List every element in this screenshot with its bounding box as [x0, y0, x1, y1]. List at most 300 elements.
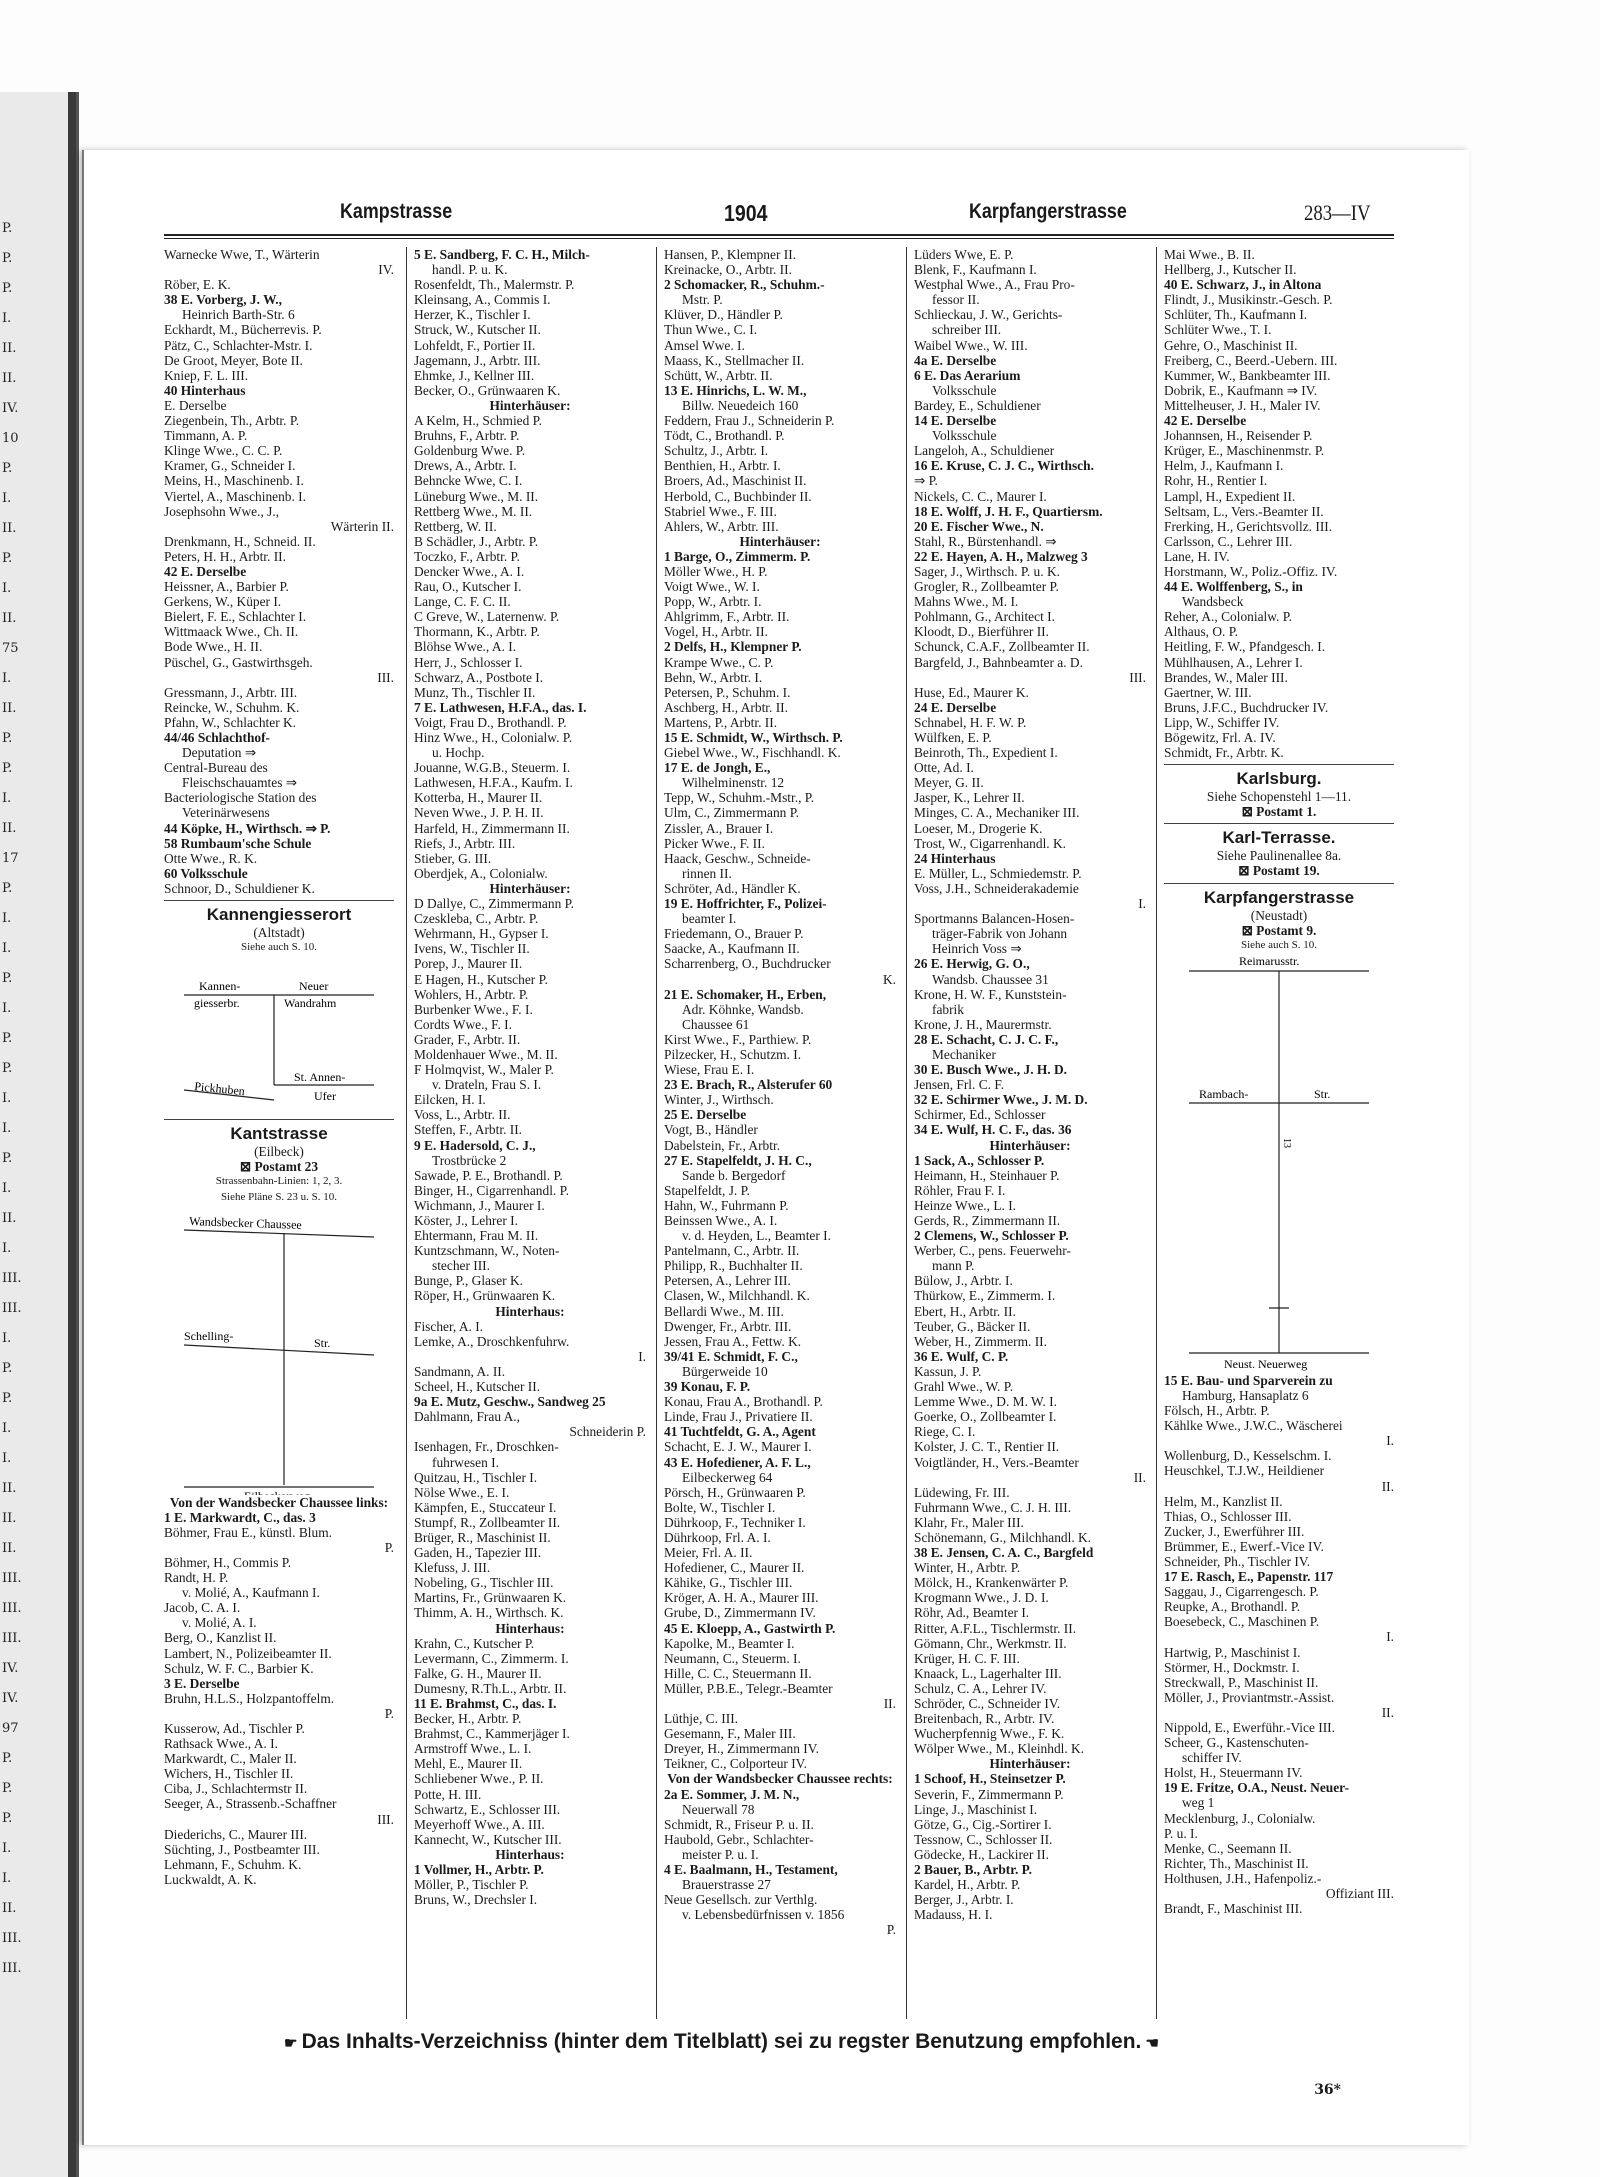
directory-entry: 58 Rumbaum'sche Schule: [164, 835, 312, 851]
directory-entry: B Schädler, J., Arbtr. P.: [414, 533, 539, 549]
directory-entry: Lange, C. F. C. II.: [414, 594, 511, 610]
directory-entry: Röhr, Ad., Beamter I.: [914, 1605, 1030, 1621]
directory-entry: Hinterhäuser:: [739, 533, 821, 549]
directory-entry: Johannsen, H., Reisender P.: [1164, 428, 1313, 444]
directory-entry: beamter I.: [682, 911, 737, 927]
directory-entry: Goldenburg Wwe. P.: [414, 443, 526, 459]
directory-entry: Rosenfeldt, Th., Malermstr. P.: [414, 277, 575, 293]
directory-entry: Eckhardt, M., Bücherrevis. P.: [164, 322, 322, 338]
directory-entry: Möller, J., Proviantmstr.-Assist.: [1164, 1689, 1335, 1705]
directory-entry: Hofediener, C., Maurer II.: [664, 1560, 805, 1576]
previous-page-fragment: P.: [2, 281, 13, 296]
directory-entry: Krüger, E., Maschinenmstr. P.: [1164, 443, 1325, 459]
directory-entry: 2 Clemens, W., Schlosser P.: [914, 1228, 1069, 1244]
directory-entry: Kapolke, M., Beamter I.: [664, 1635, 795, 1651]
directory-entry: Warnecke Wwe, T., Wärterin: [164, 247, 320, 262]
directory-entry: Lehmann, F., Schuhm. K.: [164, 1856, 302, 1872]
section-title-karlsburg: Karlsburg.: [1236, 769, 1322, 789]
directory-entry: v. Lebensbedürfnissen v. 1856: [682, 1907, 845, 1923]
directory-entry: Clasen, W., Milchhandl. K.: [664, 1288, 810, 1304]
map-label: Neuer: [299, 979, 329, 994]
directory-entry: 2a E. Sommer, J. M. N.,: [664, 1786, 800, 1802]
directory-entry: Köster, J., Lehrer I.: [414, 1213, 518, 1228]
directory-entry: Dobrik, E., Kaufmann ⇒ IV.: [1164, 382, 1318, 398]
directory-entry: Maass, K., Stellmacher II.: [664, 352, 805, 368]
directory-entry: Möller, P., Tischler P.: [414, 1877, 529, 1893]
directory-entry: 2 Delfs, H., Klempner P.: [664, 639, 802, 655]
directory-entry: 24 Hinterhaus: [914, 850, 996, 866]
directory-entry: Falke, G. H., Maurer II.: [414, 1665, 542, 1681]
directory-entry: Neumann, C., Steuerm. I.: [664, 1650, 801, 1666]
directory-entry: Möller Wwe., H. P.: [664, 563, 768, 579]
directory-entry: 9 E. Hadersold, C. J.,: [414, 1137, 536, 1153]
previous-page-fragment: III.: [2, 1961, 22, 1976]
directory-entry: Lohfeldt, F., Portier II.: [414, 337, 536, 353]
directory-entry: Bürgerweide 10: [682, 1363, 768, 1379]
directory-entry: Bruhns, F., Arbtr. P.: [414, 428, 520, 444]
map-label: Pickhuben: [193, 1079, 246, 1099]
directory-entry: 17 E. Rasch, E., Papenstr. 117: [1164, 1569, 1334, 1585]
previous-page-fragment: P.: [2, 1811, 13, 1826]
map-label: [244, 1489, 310, 1495]
directory-entry: Freiberg, C., Beerd.-Uebern. III.: [1164, 352, 1338, 368]
directory-entry: Markwardt, C., Maler II.: [164, 1751, 297, 1767]
directory-entry: 38 E. Jensen, C. A. C., Bargfeld: [914, 1545, 1094, 1561]
directory-entry: Hinterhaus:: [495, 1846, 565, 1862]
directory-entry: Volksschule: [932, 428, 997, 444]
directory-entry: Luckwaldt, A. K.: [164, 1871, 257, 1887]
directory-entry: 26 E. Herwig, G. O.,: [914, 956, 1030, 972]
directory-entry: Klüver, D., Händler P.: [664, 307, 783, 323]
directory-entry: 60 Volksschule: [164, 865, 248, 881]
directory-entry: rinnen II.: [682, 865, 732, 881]
directory-entry: 23 E. Brach, R., Alsterufer 60: [664, 1077, 833, 1093]
directory-entry: 20 E. Fischer Wwe., N.: [914, 518, 1044, 534]
previous-page-fragment: P.: [2, 251, 13, 266]
directory-entry: Hamburg, Hansaplatz 6: [1182, 1387, 1309, 1403]
book-gutter: [68, 92, 76, 2177]
directory-entry: 22 E. Hayen, A. H., Malzweg 3: [914, 548, 1088, 564]
directory-entry: Dührkoop, F., Techniker I.: [664, 1514, 806, 1530]
directory-entry: Harfeld, H., Zimmermann II.: [414, 820, 570, 836]
directory-entry: Bolte, W., Tischler I.: [664, 1499, 776, 1515]
directory-entry: Ziegenbein, Th., Arbtr. P.: [164, 413, 300, 429]
directory-entry: 13 E. Hinrichs, L. W. M.,: [664, 382, 807, 398]
directory-entry: Stabriel Wwe., F. III.: [664, 503, 777, 519]
directory-entry: Hinterhaus:: [495, 1303, 565, 1319]
previous-page-fragment: I.: [2, 1241, 12, 1256]
map-label: St. Annen-: [294, 1070, 346, 1085]
directory-entry: Benthien, H., Arbtr. I.: [664, 458, 781, 474]
directory-entry: Heissner, A., Barbier P.: [164, 579, 289, 595]
directory-entry: Schlieckau, J. W., Gerichts-: [914, 307, 1063, 323]
directory-entry: Kannecht, W., Kutscher III.: [414, 1831, 562, 1847]
directory-entry: Frerking, H., Gerichtsvollz. III.: [1164, 518, 1333, 534]
previous-page-fragment: II.: [2, 521, 17, 536]
previous-page-fragment: P.: [2, 731, 13, 746]
directory-entry: Potte, H. III.: [414, 1786, 482, 1802]
directory-entry: weg 1: [1182, 1795, 1215, 1811]
directory-entry: Dreyer, H., Zimmermann IV.: [664, 1741, 820, 1757]
directory-entry: Grahl Wwe., W. P.: [914, 1379, 1014, 1395]
directory-entry: Schütt, W., Arbtr. II.: [664, 367, 773, 383]
directory-entry: 19 E. Fritze, O.A., Neust. Neuer-: [1164, 1780, 1350, 1796]
directory-entry: Sandmann, A. II.: [414, 1363, 506, 1379]
directory-entry: Rettberg Wwe., M. II.: [414, 503, 533, 519]
directory-entry: 40 Hinterhaus: [164, 382, 246, 398]
directory-entry: Hinterhäuser:: [489, 397, 571, 413]
directory-entry: Gerkens, W., Küper I.: [164, 594, 282, 610]
directory-entry: A Kelm, H., Schmied P.: [414, 413, 542, 429]
directory-entry: Pohlmann, G., Architect I.: [914, 609, 1055, 625]
directory-entry: Brahmst, C., Kammerjäger I.: [414, 1726, 570, 1742]
directory-entry: Helm, J., Kaufmann I.: [1164, 458, 1284, 474]
directory-entry: Ahlers, W., Arbtr. III.: [664, 518, 779, 534]
map-label: Rambach-: [1199, 1086, 1249, 1101]
directory-entry: Petersen, A., Lehrer III.: [664, 1273, 791, 1289]
directory-entry: Menke, C., Seemann II.: [1164, 1840, 1292, 1856]
directory-entry: Von der Wandsbecker Chaussee rechts:: [667, 1771, 893, 1787]
directory-entry: E. Derselbe: [164, 397, 227, 413]
directory-entry: Levermann, C., Zimmerm. I.: [414, 1650, 569, 1666]
section-divider: [164, 900, 394, 901]
directory-entry: Bruns, J.F.C., Buchdrucker IV.: [1164, 699, 1329, 715]
directory-entry: Böhmer, Frau E., künstl. Blum.: [164, 1524, 332, 1540]
column-3: [664, 247, 896, 2019]
directory-entry: Otte Wwe., R. K.: [164, 850, 258, 866]
map-label: Ufer: [314, 1089, 336, 1104]
directory-entry: Kramer, G., Schneider I.: [164, 458, 296, 474]
directory-entry: Gesemann, F., Maler III.: [664, 1726, 796, 1742]
section-divider: [1164, 883, 1394, 884]
directory-entry: Jessen, Frau A., Fettw. K.: [664, 1333, 802, 1349]
directory-entry: träger-Fabrik von Johann: [932, 926, 1068, 942]
directory-entry: Jasper, K., Lehrer II.: [914, 790, 1025, 806]
directory-entry: Ebert, H., Arbtr. II.: [914, 1303, 1016, 1319]
directory-entry: Picker Wwe., F. II.: [664, 835, 765, 851]
directory-entry: Drews, A., Arbtr. I.: [414, 458, 517, 474]
post-icon: ⊠: [1241, 804, 1257, 820]
directory-entry: E Hagen, H., Kutscher P.: [414, 971, 548, 987]
directory-entry: Hartwig, P., Maschinist I.: [1164, 1644, 1301, 1660]
directory-entry: 21 E. Schomaker, H., Erben,: [664, 986, 827, 1002]
directory-entry: Meins, H., Maschinenb. I.: [164, 473, 304, 489]
directory-entry: Teuber, G., Bäcker II.: [914, 1318, 1031, 1334]
directory-entry: Kähike, G., Tischler III.: [664, 1575, 793, 1591]
directory-entry: Lipp, W., Schiffer IV.: [1164, 714, 1280, 730]
directory-entry: Wohlers, H., Arbtr. P.: [414, 986, 529, 1002]
directory-entry: Störmer, H., Dockmstr. I.: [1164, 1659, 1300, 1675]
directory-entry: Burbenker Wwe., F. I.: [414, 1001, 533, 1017]
section-see: Siehe Schopenstehl 1—11.: [1206, 789, 1352, 805]
directory-entry: Philipp, R., Buchhalter II.: [664, 1258, 803, 1274]
directory-entry: Grube, D., Zimmermann IV.: [664, 1605, 816, 1621]
directory-entry: Eilbeckerweg 64: [682, 1469, 773, 1485]
directory-entry: Jagemann, J., Arbtr. III.: [414, 352, 541, 368]
map-label: 13: [1281, 1137, 1292, 1148]
directory-entry: Nippold, E., Ewerführ.-Vice III.: [1164, 1720, 1335, 1735]
directory-entry: Kotterba, H., Maurer II.: [414, 790, 543, 806]
directory-entry: Böhmer, H., Commis P.: [164, 1554, 292, 1570]
directory-entry: K.: [882, 971, 896, 987]
previous-page-fragment: II.: [2, 701, 17, 716]
directory-entry: Pantelmann, C., Arbtr. II.: [664, 1243, 800, 1259]
directory-entry: Armstroff Wwe., L. I.: [414, 1741, 532, 1757]
column-4: [914, 247, 1146, 2019]
directory-entry: Dumesny, R.Th.L., Arbtr. II.: [414, 1680, 567, 1696]
directory-entry: Brandes, W., Maler III.: [1164, 669, 1288, 685]
previous-page-fragment: I.: [2, 1841, 12, 1856]
previous-page-fragment: I.: [2, 1001, 12, 1016]
directory-entry: Mehl, E., Maurer II.: [414, 1756, 523, 1772]
directory-entry: Brüger, R., Maschinist II.: [414, 1529, 551, 1545]
directory-page: [82, 150, 1469, 2145]
section-title-kantstrasse: Kantstrasse: [230, 1124, 328, 1144]
directory-entry: Kirst Wwe., F., Parthiew. P.: [664, 1031, 812, 1047]
directory-entry: Nölse Wwe., E. I.: [414, 1484, 510, 1500]
directory-entry: Brümmer, E., Ewerf.-Vice IV.: [1164, 1538, 1324, 1554]
section-title-kannengiesserort: Kannengiesserort: [206, 905, 352, 925]
directory-entry: Beinssen Wwe., A. I.: [664, 1213, 778, 1228]
directory-entry: Pörsch, H., Grünwaaren P.: [664, 1484, 806, 1500]
directory-entry: Petersen, P., Schuhm. I.: [664, 684, 791, 700]
directory-entry: I.: [1386, 1433, 1394, 1449]
directory-entry: II.: [1133, 1469, 1146, 1485]
directory-entry: Struck, W., Kutscher II.: [414, 322, 541, 338]
previous-page-fragment: P.: [2, 881, 13, 896]
directory-entry: Broers, Ad., Maschinist II.: [664, 473, 807, 489]
directory-entry: meister P. u. I.: [682, 1846, 759, 1862]
directory-entry: C Greve, W., Laternenw. P.: [414, 609, 560, 625]
directory-entry: Kuntzschmann, W., Noten-: [414, 1243, 560, 1259]
directory-entry: Friedemann, O., Brauer P.: [664, 926, 804, 942]
directory-entry: Röper, H., Grünwaaren K.: [414, 1288, 556, 1304]
directory-entry: Teikner, C., Colporteur IV.: [664, 1756, 807, 1772]
directory-entry: Voss, L., Arbtr. II.: [414, 1107, 511, 1123]
directory-entry: Lathwesen, H.F.A., Kaufm. I.: [414, 775, 573, 791]
directory-entry: Von der Wandsbecker Chaussee links:: [169, 1494, 389, 1510]
directory-entry: Neuerwall 78: [682, 1801, 755, 1817]
directory-entry: Jouanne, W.G.B., Steuerm. I.: [414, 760, 571, 776]
directory-entry: Amsel Wwe. I.: [664, 337, 745, 353]
directory-entry: Bülow, J., Arbtr. I.: [914, 1273, 1013, 1289]
directory-entry: Randt, H. P.: [164, 1570, 229, 1586]
directory-entry: Herbold, C., Buchbinder II.: [664, 488, 812, 504]
directory-entry: Sande b. Bergedorf: [682, 1167, 786, 1183]
directory-entry: Kloodt, D., Bierführer II.: [914, 624, 1049, 640]
directory-entry: Drenkmann, H., Schneid. II.: [164, 533, 316, 549]
section-title-karl-terrasse: Karl-Terrasse.: [1222, 828, 1336, 848]
section-post: ⊠ Postamt 19.: [1238, 863, 1320, 879]
previous-page-fragment: P.: [2, 1391, 13, 1406]
previous-page-fragment: 10: [2, 431, 19, 446]
previous-page-fragment: 75: [2, 641, 19, 656]
column-5: [1164, 247, 1394, 2019]
directory-entry: Hinterhaus:: [495, 1620, 565, 1636]
directory-entry: Stahl, R., Bürstenhandl. ⇒: [914, 533, 1057, 549]
directory-entry: Stieber, G. III.: [414, 850, 492, 866]
directory-entry: D Dallye, C., Zimmermann P.: [414, 896, 574, 912]
directory-entry: Feddern, Frau J., Schneiderin P.: [664, 413, 835, 429]
directory-entry: Konau, Frau A., Brothandl. P.: [664, 1394, 823, 1410]
street-map-kantstrasse: [164, 1205, 394, 1495]
previous-page-fragment: I.: [2, 1331, 12, 1346]
directory-entry: u. Hochp.: [432, 745, 485, 761]
directory-entry: P. u. I.: [1164, 1825, 1198, 1841]
header-page-number: 283—IV: [1304, 200, 1371, 225]
directory-entry: 6 E. Das Aerarium: [914, 367, 1021, 383]
directory-entry: Lüneburg Wwe., M. II.: [414, 488, 539, 504]
directory-entry: Holst, H., Steuermann IV.: [1164, 1765, 1303, 1781]
directory-entry: Wandsbeck: [1182, 594, 1244, 610]
directory-entry: Becker, O., Grünwaaren K.: [414, 382, 561, 398]
directory-entry: Tödt, C., Brothandl. P.: [664, 428, 785, 444]
map-label: Schelling-: [184, 1328, 234, 1343]
directory-entry: Bunge, P., Glaser K.: [414, 1273, 523, 1289]
previous-page-fragment: P.: [2, 551, 13, 566]
directory-entry: P.: [384, 1705, 394, 1721]
directory-entry: Krahn, C., Kutscher P.: [414, 1635, 535, 1651]
directory-entry: II.: [1381, 1704, 1394, 1720]
directory-entry: P.: [384, 1539, 394, 1555]
previous-page-fragment: II.: [2, 611, 17, 626]
signature-mark: 36*: [1314, 2082, 1341, 2098]
directory-entry: Mittelheuser, J. H., Maler IV.: [1164, 397, 1321, 413]
directory-entry: Pätz, C., Schlachter-Mstr. I.: [164, 337, 313, 353]
section-sub: (Neustadt): [1250, 907, 1308, 923]
directory-entry: Reupke, A., Brothandl. P.: [1164, 1599, 1301, 1615]
section-divider: [164, 1119, 394, 1120]
directory-entry: Rohr, H., Rentier I.: [1164, 473, 1268, 489]
directory-entry: Lambert, N., Polizeibeamter II.: [164, 1645, 332, 1661]
directory-entry: Meier, Frl. A. II.: [664, 1545, 753, 1561]
header-rule: [164, 234, 1394, 236]
directory-entry: Bielert, F. E., Schlachter I.: [164, 609, 307, 625]
directory-entry: Hansen, P., Klempner II.: [664, 247, 797, 262]
directory-entry: Schultz, J., Arbtr. I.: [664, 443, 769, 459]
directory-entry: Holthusen, J.H., Hafenpoliz.-: [1164, 1870, 1322, 1886]
directory-entry: Bardey, E., Schuldiener: [914, 397, 1041, 413]
directory-entry: Bellardi Wwe., M. III.: [664, 1303, 784, 1319]
directory-entry: Klinge Wwe., C. C. P.: [164, 443, 283, 459]
directory-entry: Grader, F., Arbtr. II.: [414, 1031, 521, 1047]
directory-entry: Wiese, Frau E. I.: [664, 1062, 755, 1078]
directory-entry: Hinterhäuser:: [989, 1756, 1071, 1772]
directory-entry: 24 E. Derselbe: [914, 699, 997, 715]
previous-page-fragment: 97: [2, 1721, 19, 1736]
directory-entry: 36 E. Wulf, C. P.: [914, 1348, 1009, 1364]
directory-entry: Trost, W., Cigarrenhandl. K.: [914, 835, 1067, 851]
directory-entry: Beinroth, Th., Expedient I.: [914, 745, 1058, 761]
pointing-hand-icon: ☛: [284, 2035, 302, 2052]
directory-entry: Fölsch, H., Arbtr. P.: [1164, 1403, 1270, 1419]
previous-page-fragment: P.: [2, 461, 13, 476]
directory-entry: Isenhagen, Fr., Droschken-: [414, 1439, 559, 1455]
directory-entry: 2 Schomacker, R., Schuhm.-: [664, 277, 825, 293]
directory-entry: Streckwall, P., Maschinist II.: [1164, 1674, 1319, 1690]
directory-entry: stecher III.: [432, 1258, 490, 1274]
directory-entry: Brandt, F., Maschinist III.: [1164, 1901, 1303, 1917]
directory-entry: Eilcken, H. I.: [414, 1092, 486, 1108]
directory-entry: Saggau, J., Cigarrengesch. P.: [1164, 1584, 1319, 1600]
previous-page-fragment: II.: [2, 1541, 17, 1556]
directory-entry: Klefuss, J. III.: [414, 1560, 491, 1576]
directory-entry: Dencker Wwe., A. I.: [414, 563, 525, 579]
previous-page-fragment: P.: [2, 221, 13, 236]
previous-page-fragment: II.: [2, 1481, 17, 1496]
directory-entry: Mai Wwe., B. II.: [1164, 247, 1255, 262]
directory-entry: Heinrich Barth-Str. 6: [182, 307, 295, 323]
directory-entry: Lane, H. IV.: [1164, 548, 1230, 564]
directory-entry: Dahlmann, Frau A.,: [414, 1409, 520, 1425]
directory-entry: v. d. Heyden, L., Beamter I.: [682, 1228, 831, 1244]
directory-entry: v. Molié, A., Kaufmann I.: [182, 1585, 320, 1601]
directory-entry: Veterinärwesens: [182, 805, 270, 821]
directory-entry: De Groot, Meyer, Bote II.: [164, 352, 303, 368]
directory-entry: Huse, Ed., Maurer K.: [914, 684, 1029, 700]
directory-entry: Wülfken, E. P.: [914, 730, 992, 745]
directory-entry: Lüthje, C. III.: [664, 1711, 739, 1727]
previous-page-fragment: P.: [2, 1751, 13, 1766]
previous-page-fragment: III.: [2, 1631, 22, 1646]
section-see: Siehe auch S. 10.: [1240, 938, 1318, 951]
directory-entry: Trostbrücke 2: [432, 1152, 507, 1168]
directory-entry: Sportmanns Balancen-Hosen-: [914, 911, 1075, 927]
directory-entry: Bode Wwe., H. II.: [164, 639, 263, 655]
directory-entry: Tepp, W., Schuhm.-Mstr., P.: [664, 790, 815, 806]
directory-entry: 34 E. Wulf, H. C. F., das. 36: [914, 1122, 1072, 1138]
directory-entry: Nickels, C. C., Maurer I.: [914, 488, 1047, 504]
directory-entry: Linge, J., Maschinist I.: [914, 1801, 1038, 1817]
previous-page-fragment: II.: [2, 1901, 17, 1916]
directory-entry: Schwartz, E., Schlosser III.: [414, 1801, 561, 1817]
directory-entry: Wollenburg, D., Kesselschm. I.: [1164, 1448, 1332, 1464]
directory-entry: Blöhse Wwe., A. I.: [414, 639, 517, 655]
directory-entry: ⇒ P.: [914, 473, 938, 489]
directory-entry: 1 Sack, A., Schlosser P.: [914, 1152, 1045, 1168]
previous-page-fragment: I.: [2, 311, 12, 326]
previous-page-fragment: I.: [2, 1181, 12, 1196]
directory-entry: Volksschule: [932, 382, 997, 398]
previous-page-fragment: I.: [2, 1091, 12, 1106]
directory-entry: Lüdewing, Fr. III.: [914, 1484, 1010, 1500]
directory-entry: 1 Barge, O., Zimmerm. P.: [664, 548, 811, 564]
directory-entry: Horstmann, W., Poliz.-Offiz. IV.: [1164, 563, 1338, 579]
directory-entry: I.: [638, 1348, 646, 1364]
section-post: ⊠ Postamt 23: [239, 1159, 319, 1175]
directory-entry: Meyerhoff Wwe., A. III.: [414, 1816, 545, 1832]
directory-entry: 1 E. Markwardt, C., das. 3: [164, 1509, 316, 1525]
directory-entry: Adr. Köhnke, Wandsb.: [682, 1001, 804, 1017]
previous-page-fragment: I.: [2, 1871, 12, 1886]
directory-entry: Hinz Wwe., H., Colonialw. P.: [414, 730, 573, 745]
directory-entry: Hahn, W., Fuhrmann P.: [664, 1197, 789, 1213]
previous-page-fragment: P.: [2, 1061, 13, 1076]
directory-entry: fessor II.: [932, 292, 980, 308]
directory-entry: Ulm, C., Zimmermann P.: [664, 805, 800, 821]
map-label: Wandrahm: [284, 996, 337, 1011]
directory-entry: E. Müller, L., Schmiedemstr. P.: [914, 865, 1082, 881]
previous-page-fragment: P.: [2, 1361, 13, 1376]
directory-entry: Thun Wwe., C. I.: [664, 322, 758, 338]
directory-entry: 43 E. Hofediener, A. F. L.,: [664, 1454, 811, 1470]
directory-entry: 45 E. Kloepp, A., Gastwirth P.: [664, 1620, 836, 1636]
previous-page-fragment: P.: [2, 761, 13, 776]
directory-entry: 44/46 Schlachthof-: [164, 730, 271, 745]
previous-page-fragment: P.: [2, 971, 13, 986]
directory-entry: 28 E. Schacht, C. J. C. F.,: [914, 1031, 1059, 1047]
directory-entry: Fuhrmann Wwe., C. J. H. III.: [914, 1499, 1072, 1515]
